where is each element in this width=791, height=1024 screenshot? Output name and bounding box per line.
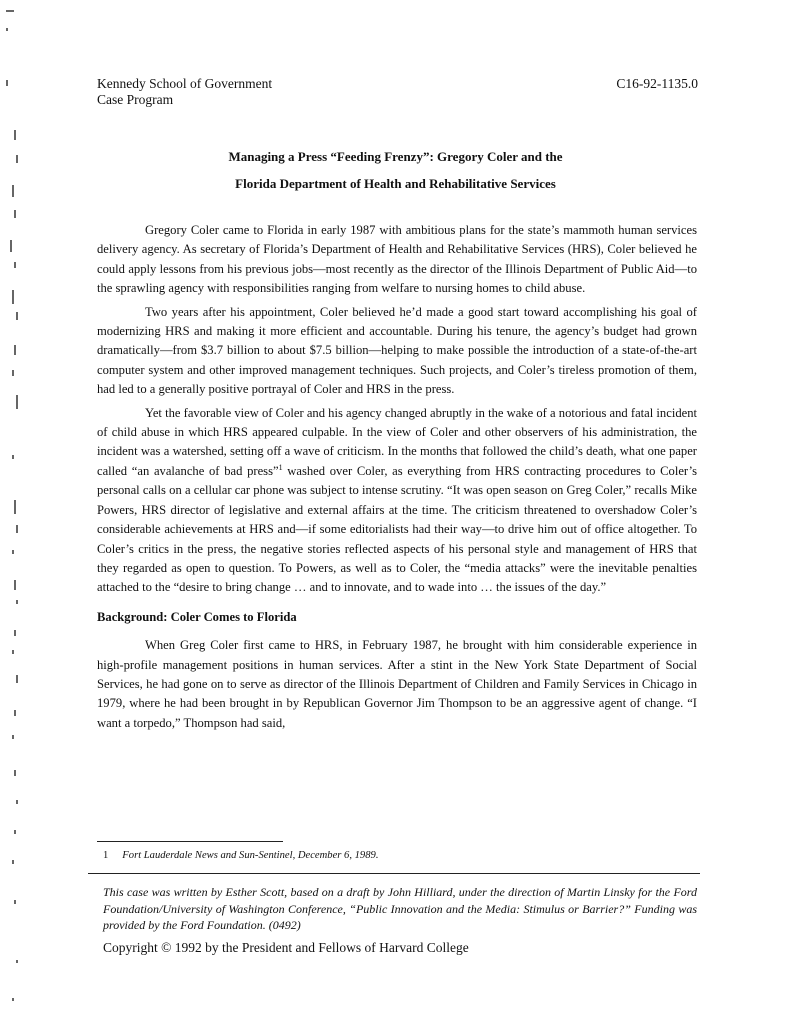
footnote-reference: 1 — [278, 462, 283, 472]
paragraph-4: When Greg Coler first came to HRS, in February 1987, he brought with him considerable experience in high-profile management positions in human services. After a stint in the New York State Department of Social Services, he had gone on to serve as director of the Illinois Department of Children and Family Services in Chicago in 1979, where he had been brought in by Republican Governor Jim Thompson to be an aggressive agent of change. “I want a torpedo,” Thompson had said, — [97, 638, 697, 730]
caption-divider — [88, 873, 700, 874]
case-number: C16-92-1135.0 — [616, 76, 698, 91]
paragraph-3 — [97, 404, 697, 598]
header-left — [97, 76, 272, 108]
copyright-notice: Copyright © 1992 by the President and Fellows of Harvard College — [103, 940, 469, 955]
footnote-text: Fort Lauderdale News and Sun-Sentinel, December 6, 1989. — [122, 850, 379, 861]
institution-name: Kennedy School of Government — [97, 76, 273, 91]
section-heading: Background: Coler Comes to Florida — [97, 609, 297, 624]
paragraph-1: Gregory Coler came to Florida in early 1987 with ambitious plans for the state’s mammoth human services delivery agency. As secretary of Florida’s Department of Health and Rehabilitative Services (HRS), Coler believed he could apply lessons from his previous jobs—most recently as the director of the Illinois Department of Public Aid—to the sprawling agency with responsibilities ranging from welfare to nursing homes to child abuse. — [97, 223, 697, 296]
footnote-divider — [97, 841, 283, 842]
paragraph-3-part-b: washed over Coler, as everything from HRS contracting procedures to Coler’s personal calls on a cellular car phone was subject to intense scrutiny. “It was open season on Greg Coler,” recalls Mike Powers, HRS director of legislative and external affairs at the time. The criticism threatened to overshadow Coler’s considerable achievements at HRS and—if some editorialists had their way—to drive him out of office altogether. To Coler’s critics in the press, the negative stories reflected aspects of his personal style and management of HRS that they regarded as open to question. To Powers, as well as to Coler, the “media attacks” were the inevitable penalties attached to the “desire to bring change … and to innovate, and to wade into … the issues of the day.” — [97, 463, 697, 595]
title-line-2: Florida Department of Health and Rehabilitative Services — [235, 176, 556, 191]
program-name: Case Program — [97, 92, 174, 107]
paragraph-3-part-a: Yet the favorable view of Coler and his agency changed abruptly in the wake of a notorious and fatal incident of child abuse in which HRS appeared culpable. In the view of Coler and other observers of his administration, the incident was a watershed, setting off a wave of criticism. In the months that followed the child’s death, what one paper called “an avalanche of bad press” — [97, 405, 697, 478]
paragraph-2: Two years after his appointment, Coler believed he’d made a good start toward accomplishing his goal of modernizing HRS and making it more efficient and accountable. During his tenure, the agency’s budget had grown dramatically—from $3.7 billion to about $7.5 billion—helping to make possible the introduction of a state-of-the-art computer system and other improved management techniques. Such projects, and Coler’s tireless promotion of them, had led to a generally positive portrayal of Coler and HRS in the press. — [97, 304, 697, 397]
case-title — [0, 143, 791, 197]
authorship-note: This case was written by Esther Scott, based on a draft by John Hilliard, under the direction of Martin Linsky for the Ford Foundation/University of Washington Conference, “Public Innovation and the Media: Stimulus or Barrier?” Funding was provided by the Ford Foundation. (0492) — [103, 885, 697, 932]
title-line-1: Managing a Press “Feeding Frenzy”: Gregory Coler and the — [228, 149, 563, 164]
footnote — [103, 850, 378, 861]
footnote-number: 1 — [103, 850, 109, 861]
body-text — [97, 221, 697, 737]
